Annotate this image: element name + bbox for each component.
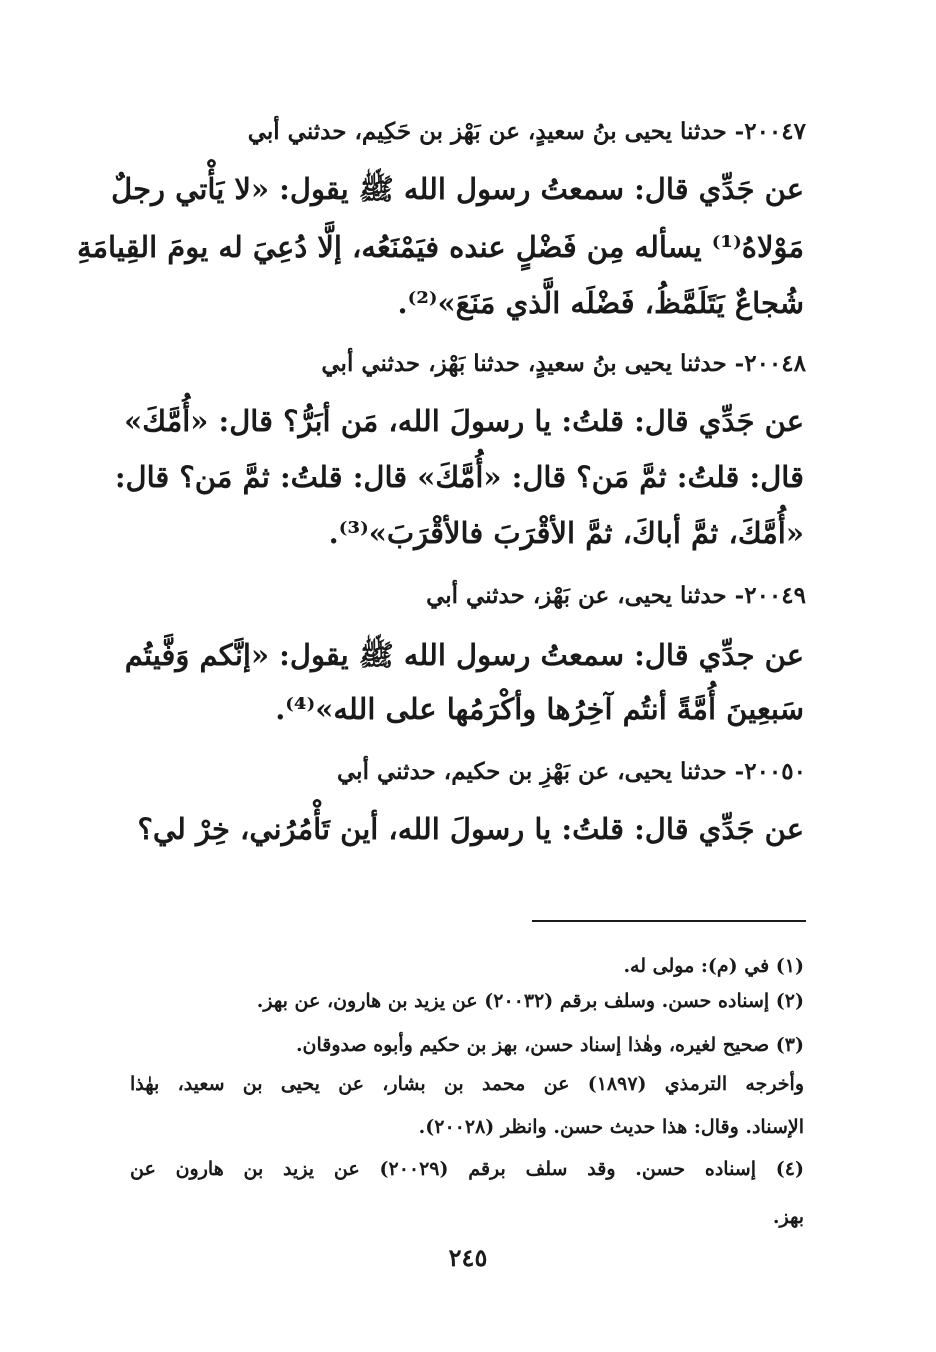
footnote-2: (٢) إسناده حسن. وسلف برقم (٢٠٠٣٢) عن يزيد بن هارون، عن بهز.: [256, 990, 804, 1012]
footnote-separator: [532, 920, 806, 922]
footnote-1: (١) في (م): مولى له.: [623, 955, 804, 977]
hadith-20050-isnad: ٢٠٠٥٠- حدثنا يحيى، عن بَهْزِ بن حكيم، حدثني أبي: [337, 758, 806, 785]
hadith-20050-matn-line-1: عن جَدِّي قال: قلتُ: يا رسولَ الله، أين تَأْمُرُني، خِرْ لي؟: [137, 812, 804, 846]
page-number: ٢٤٥: [448, 1243, 488, 1272]
hadith-20047-isnad: ٢٠٠٤٧- حدثنا يحيى بنُ سعيدٍ، عن بَهْز بن حَكِيم، حدثني أبي: [247, 118, 806, 145]
hadith-20048-matn-line-3: «أُمَّكَ، ثمَّ أباكَ، ثمَّ الأقْرَبَ فالأقْرَبَ»⁽³⁾.: [328, 516, 804, 550]
hadith-20049-isnad: ٢٠٠٤٩- حدثنا يحيى، عن بَهْز، حدثني أبي: [426, 582, 806, 609]
footnote-4-continuation: بهز.: [772, 1206, 804, 1228]
hadith-20048-matn-line-1: عن جَدِّي قال: قلتُ: يا رسولَ الله، مَن أبَرُّ؟ قال: «أُمَّكَ»: [124, 404, 804, 438]
hadith-20048-matn-line-2: قال: قلتُ: ثمَّ مَن؟ قال: «أُمَّكَ» قال: قلتُ: ثمَّ مَن؟ قال:: [114, 460, 804, 494]
hadith-20049-matn-line-1: عن جدِّي قال: سمعتُ رسول الله ﷺ يقول: «إنَّكم وَفَّيتُم: [124, 638, 804, 672]
hadith-20047-matn-line-3: شُجاعٌ يَتَلَمَّظُ، فَضْلَه الَّذي مَنَعَ»⁽²⁾.: [397, 286, 804, 320]
hadith-20047-matn-line-2: مَوْلاهُ⁽¹⁾ يسأله مِن فَضْلٍ عنده فيَمْنَعُه، إلَّا دُعِيَ له يومَ القِيامَةِ: [76, 230, 804, 264]
hadith-20047-matn-line-1: عن جَدِّي قال: سمعتُ رسول الله ﷺ يقول: «لا يَأْتي رجلٌ: [111, 172, 804, 206]
hadith-20048-isnad: ٢٠٠٤٨- حدثنا يحيى بنُ سعيدٍ، حدثنا بَهْز، حدثني أبي: [321, 350, 806, 377]
footnote-4: (٤) إسناده حسن. وقد سلف برقم (٢٠٠٢٩) عن يزيد بن هارون عن: [130, 1158, 805, 1180]
hadith-20049-matn-line-2: سَبعِينَ أُمَّةً أنتُم آخِرُها وأكْرَمُها على الله»⁽⁴⁾.: [275, 692, 804, 726]
footnote-3-continuation-line-1: وأخرجه الترمذي (١٨٩٧) عن محمد بن بشار، عن يحيى بن سعيد، بهٰذا: [130, 1073, 805, 1095]
footnote-3-continuation-line-2: الإسناد. وقال: هذا حديث حسن. وانظر (٢٠٠٢٨).: [418, 1116, 804, 1138]
footnote-3: (٣) صحيح لغيره، وهٰذا إسناد حسن، بهز بن حكيم وأبوه صدوقان.: [295, 1034, 804, 1056]
